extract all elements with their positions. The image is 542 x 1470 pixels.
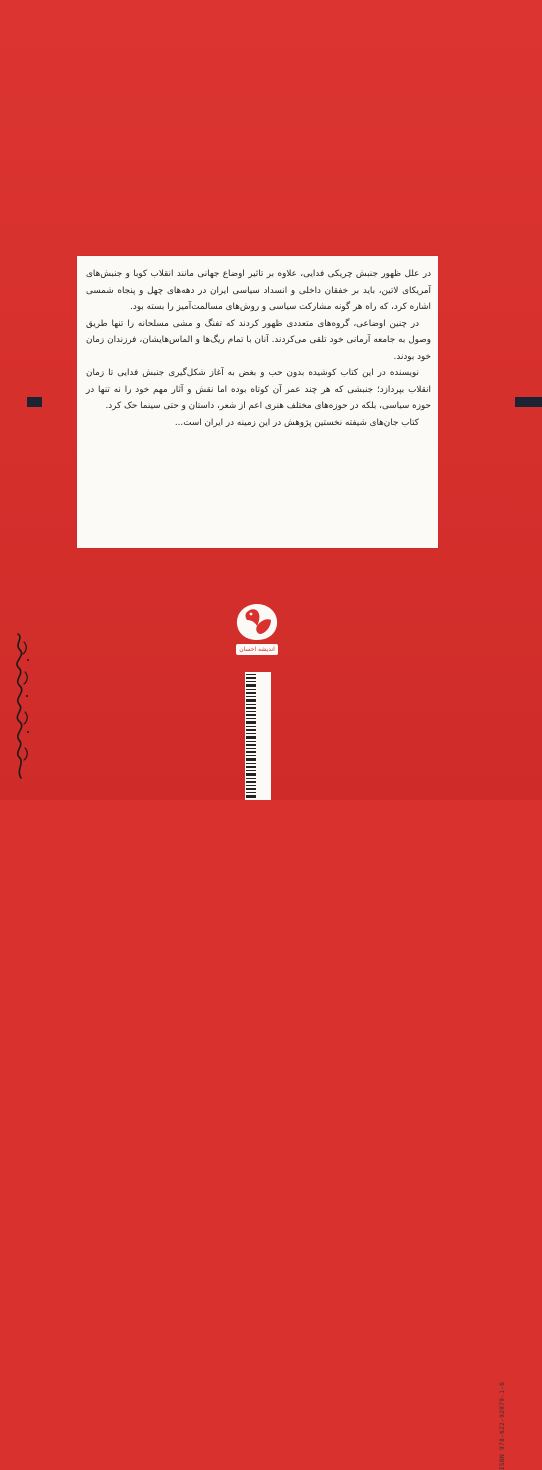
- handwritten-signature: [6, 628, 36, 788]
- isbn-number: ISBN 978-622-92079-1-6: [499, 1381, 506, 1470]
- blurb-paragraph-2: در چنین اوضاعی، گروه‌های متعددی ظهور کردند که تفنگ و مشی مسلحانه را تنها طریق وصول به جامعه آرمانی خود تلقی می‌کردند. آنان با تمام ریگ‌ها و الماس‌هایشان، فرزندان زمان خود بودند.: [86, 318, 431, 362]
- blurb-paragraph-1: در علل ظهور جنبش چریکی فدایی، علاوه بر تاثیر اوضاع جهانی مانند انقلاب کوبا و جنبش‌های آمریکای لاتین، باید بر خفقان داخلی و انسداد سیاسی ایران در دهه‌های چهل و پنجاه شمسی اشاره کرد، که راه هر گونه مشارکت سیاسی و روش‌های مسالمت‌آمیز را بسته بود.: [86, 269, 431, 312]
- publisher-logo: [233, 600, 281, 660]
- left-edge-mark: [27, 397, 42, 407]
- barcode: [245, 672, 506, 1470]
- blurb-paragraph-4: کتاب جان‌های شیفته نخستین پژوهش در این زمینه در ایران است...: [174, 417, 419, 428]
- barcode-icon: [245, 672, 271, 800]
- right-edge-mark: [515, 397, 542, 407]
- signature-icon: [6, 628, 36, 788]
- blurb-paragraph-3: نویسنده در این کتاب کوشیده بدون حب و بغض به آغاز شکل‌گیری جنبش فدایی تا زمان انقلاب بپردازد؛ جنبشی که هر چند عمر آن کوتاه بوده اما نقش و آثار مهم خود را نه تنها در حوزه سیاسی، بلکه در حوزه‌های مختلف هنری اعم از شعر، داستان و حتی سینما حک کرد.: [86, 368, 431, 411]
- blurb-text: [86, 266, 431, 431]
- publisher-logo-label: اندیشه احسان: [239, 646, 275, 653]
